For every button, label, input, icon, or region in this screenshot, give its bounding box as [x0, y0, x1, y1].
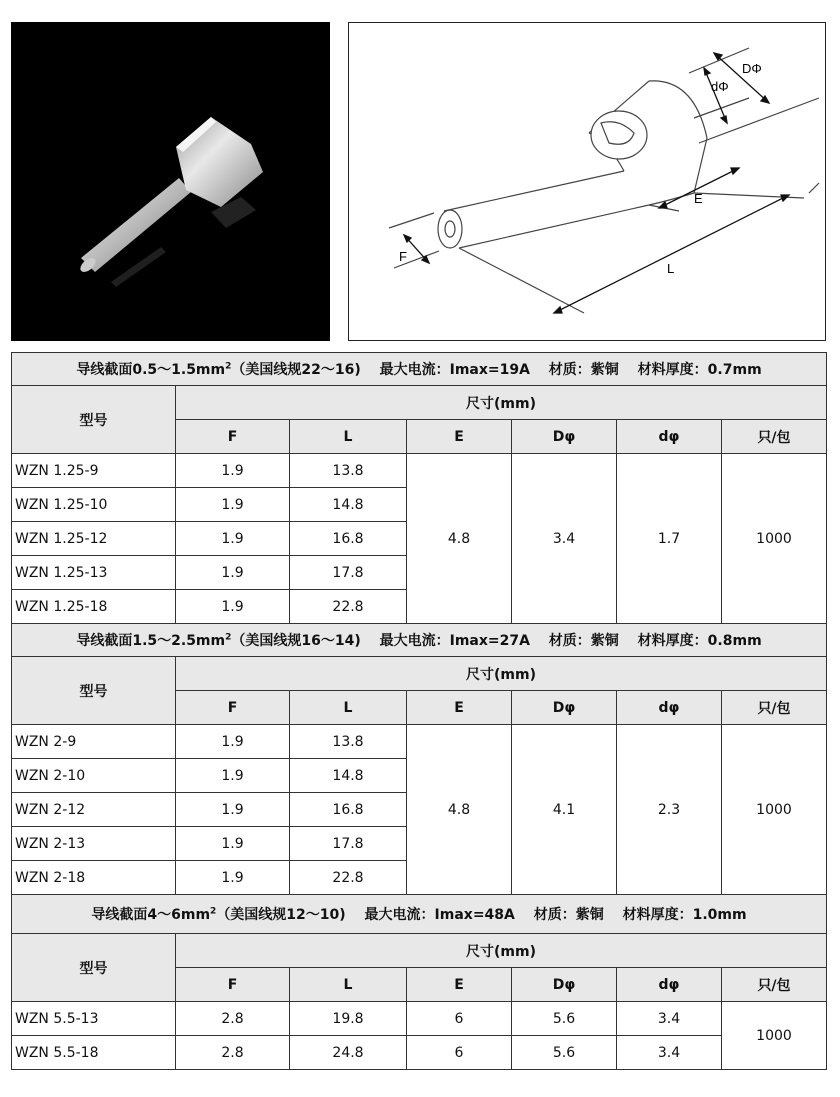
cell-model: WZN 1.25-9 — [12, 454, 176, 488]
cell-D: 5.6 — [512, 1002, 617, 1036]
label-E: E — [694, 191, 703, 206]
cell-E: 4.8 — [407, 454, 512, 624]
cell-L: 19.8 — [290, 1002, 407, 1036]
label-F: F — [399, 249, 407, 264]
cell-F: 2.8 — [176, 1002, 290, 1036]
spec-table — [11, 352, 827, 1070]
cell-L: 22.8 — [290, 861, 407, 895]
pin-terminal-photo — [11, 22, 330, 341]
col-pack-header: 只/包 — [722, 691, 827, 725]
cell-pack: 1000 — [722, 1002, 827, 1070]
section-header-1: 导线截面$0.5\sim 1.5mm^2$（美国线规22～16) 最大电流：Imax=19A 材质：紫铜 材料厚度：0.7mm — [12, 353, 827, 386]
terminal-diagram — [349, 23, 825, 340]
cell-L: 16.8 — [290, 522, 407, 556]
col-D-header: Dφ — [512, 691, 617, 725]
col-L-header: L — [290, 968, 407, 1002]
cell-D: 5.6 — [512, 1036, 617, 1070]
cell-model: WZN 2-9 — [12, 725, 176, 759]
col-model-header: 型号 — [12, 934, 176, 1002]
dimension-drawing — [348, 22, 826, 341]
cell-L: 22.8 — [290, 590, 407, 624]
cell-d: 2.3 — [617, 725, 722, 895]
cell-model: WZN 5.5-18 — [12, 1036, 176, 1070]
cell-L: 13.8 — [290, 725, 407, 759]
cell-F: 1.9 — [176, 522, 290, 556]
col-size-header: 尺寸(mm) — [176, 934, 827, 968]
cell-model: WZN 2-12 — [12, 793, 176, 827]
cell-E: 6 — [407, 1036, 512, 1070]
cell-model: WZN 1.25-12 — [12, 522, 176, 556]
cell-model: WZN 2-10 — [12, 759, 176, 793]
cell-d: 1.7 — [617, 454, 722, 624]
table-row — [12, 454, 827, 488]
cell-L: 14.8 — [290, 488, 407, 522]
col-L-header: L — [290, 691, 407, 725]
col-D-header: Dφ — [512, 420, 617, 454]
col-E-header: E — [407, 691, 512, 725]
col-d-header: dφ — [617, 420, 722, 454]
cell-L: 17.8 — [290, 827, 407, 861]
cell-F: 1.9 — [176, 590, 290, 624]
cell-F: 1.9 — [176, 759, 290, 793]
table-row — [12, 725, 827, 759]
cell-L: 16.8 — [290, 793, 407, 827]
cell-D: 3.4 — [512, 454, 617, 624]
cell-pack: 1000 — [722, 454, 827, 624]
col-D-header: Dφ — [512, 968, 617, 1002]
col-d-header: dφ — [617, 968, 722, 1002]
cell-E: 6 — [407, 1002, 512, 1036]
label-d: dΦ — [711, 79, 729, 94]
section-header-2: 导线截面$1.5\sim 2.5mm^2$（美国线规16～14) 最大电流：Imax=27A 材质：紫铜 材料厚度：0.8mm — [12, 624, 827, 657]
section-header-3: 导线截面$4\sim 6mm^2$（美国线规12～10) 最大电流：Imax=48A 材质：紫铜 材料厚度：1.0mm — [12, 895, 827, 934]
cell-F: 1.9 — [176, 861, 290, 895]
col-size-header: 尺寸(mm) — [176, 386, 827, 420]
col-F-header: F — [176, 691, 290, 725]
cell-L: 24.8 — [290, 1036, 407, 1070]
col-E-header: E — [407, 968, 512, 1002]
cell-F: 1.9 — [176, 488, 290, 522]
cell-F: 2.8 — [176, 1036, 290, 1070]
cell-F: 1.9 — [176, 827, 290, 861]
table-row — [12, 1036, 827, 1070]
cell-F: 1.9 — [176, 454, 290, 488]
cell-L: 13.8 — [290, 454, 407, 488]
cell-model: WZN 1.25-13 — [12, 556, 176, 590]
col-pack-header: 只/包 — [722, 968, 827, 1002]
cell-F: 1.9 — [176, 556, 290, 590]
cell-L: 14.8 — [290, 759, 407, 793]
cell-d: 3.4 — [617, 1002, 722, 1036]
col-E-header: E — [407, 420, 512, 454]
product-photo — [11, 22, 330, 341]
cell-model: WZN 2-13 — [12, 827, 176, 861]
col-model-header: 型号 — [12, 657, 176, 725]
col-F-header: F — [176, 968, 290, 1002]
col-d-header: dφ — [617, 691, 722, 725]
label-L: L — [667, 261, 675, 276]
cell-model: WZN 1.25-18 — [12, 590, 176, 624]
cell-F: 1.9 — [176, 725, 290, 759]
table-row — [12, 1002, 827, 1036]
cell-model: WZN 5.5-13 — [12, 1002, 176, 1036]
label-D: DΦ — [742, 61, 762, 76]
col-L-header: L — [290, 420, 407, 454]
cell-L: 17.8 — [290, 556, 407, 590]
cell-pack: 1000 — [722, 725, 827, 895]
col-size-header: 尺寸(mm) — [176, 657, 827, 691]
col-model-header: 型号 — [12, 386, 176, 454]
col-pack-header: 只/包 — [722, 420, 827, 454]
cell-model: WZN 2-18 — [12, 861, 176, 895]
col-F-header: F — [176, 420, 290, 454]
cell-D: 4.1 — [512, 725, 617, 895]
cell-E: 4.8 — [407, 725, 512, 895]
cell-F: 1.9 — [176, 793, 290, 827]
cell-model: WZN 1.25-10 — [12, 488, 176, 522]
cell-d: 3.4 — [617, 1036, 722, 1070]
